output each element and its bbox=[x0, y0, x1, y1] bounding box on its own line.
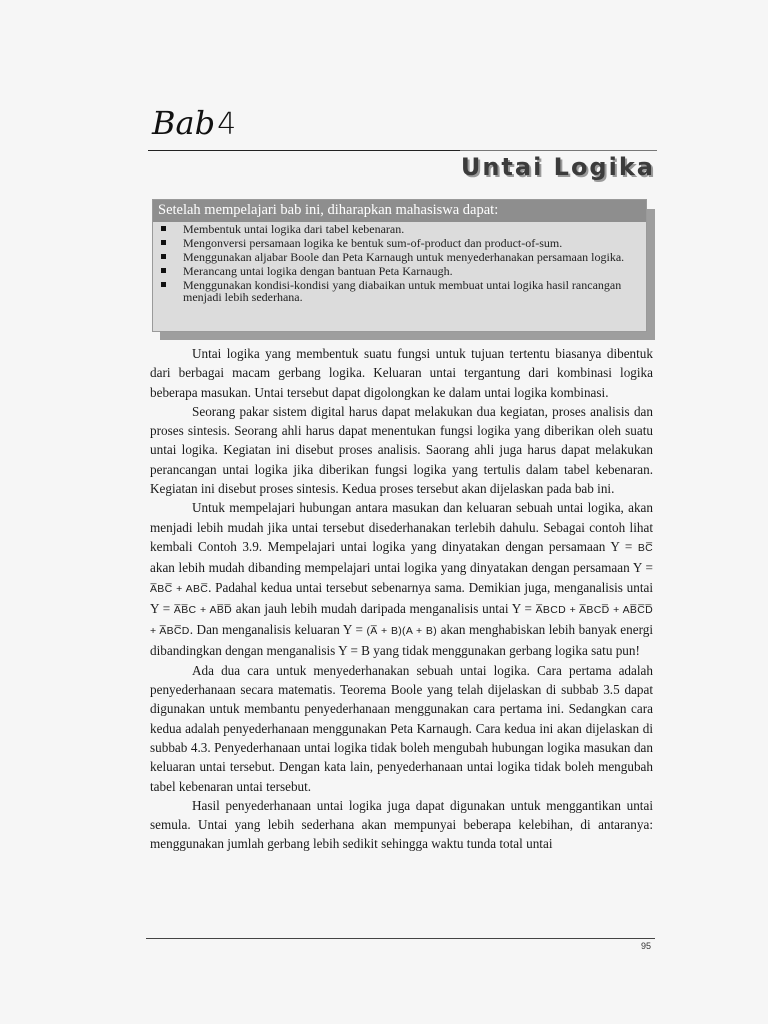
footer-rule bbox=[146, 938, 655, 939]
chapter-title: Untai Logika bbox=[460, 153, 655, 181]
paragraph: Untai logika yang membentuk suatu fungsi untuk tujuan tertentu biasanya dibentuk dari berbagai macam gerbang logika. Keluaran untai tergantung dari kombinasi logika beberapa masukan. Untai tersebut dapat digolongkan ke dalam untai logika kombinasi. bbox=[150, 346, 653, 400]
objectives-heading: Setelah mempelajari bab ini, diharapkan mahasiswa dapat: bbox=[153, 200, 646, 222]
chapter-label bbox=[152, 104, 236, 142]
objectives-box bbox=[152, 199, 647, 332]
text-run: akan menghabiskan lebih banyak energi dibandingkan dengan menganalisis Y = B yang tidak menggunakan gerbang logika satu pun! bbox=[150, 622, 654, 659]
equation: BC̅ bbox=[637, 541, 653, 554]
objective-item: Menggunakan aljabar Boole dan Peta Karnaugh untuk menyederhanakan persamaan logika. bbox=[159, 251, 638, 263]
objective-item: Membentuk untai logika dari tabel kebenaran. bbox=[159, 223, 638, 235]
chapter-number: 4 bbox=[217, 107, 237, 142]
header-rule-right bbox=[460, 150, 657, 151]
objective-item: Mengonversi persamaan logika ke bentuk sum-of-product dan product-of-sum. bbox=[159, 237, 638, 249]
objectives-shadow-bottom bbox=[160, 332, 655, 340]
paragraph: Hasil penyederhanaan untai logika juga dapat digunakan untuk menggantikan untai semula. Untai yang lebih sederhana akan mempunyai beberapa kelebihan, di antaranya: menggunakan jumlah gerbang lebih sedikit sehingga waktu tunda total untai bbox=[150, 797, 653, 852]
text-run: . Padahal kedua untai tersebut sebenarnya sama. Demikian juga, menganalisis untai Y = bbox=[150, 579, 653, 616]
chapter-label-text: Bab bbox=[152, 104, 216, 142]
text-run: . Dan menganalisis keluaran Y = bbox=[189, 622, 367, 638]
paragraph-with-equations bbox=[150, 498, 653, 660]
text-run: akan lebih mudah dibanding mempelajari untai logika yang dinyatakan dengan persamaan Y = bbox=[150, 560, 653, 576]
text-run: akan jauh lebih mudah daripada menganalisis untai Y = bbox=[232, 600, 536, 616]
body-text bbox=[150, 344, 653, 854]
text-run: Untuk mempelajari hubungan antara masukan dan keluaran sebuah untai logika, akan menjadi lebih mudah jika untai tersebut disederhanakan terlebih dahulu. Sebagai contoh lihat kembali Contoh 3.9. Mempelajari untai logika yang dinyatakan dengan persamaan Y = bbox=[150, 500, 653, 554]
paragraph: Ada dua cara untuk menyederhanakan sebuah untai logika. Cara pertama adalah penyederhanaan secara matematis. Teorema Boole yang telah dijelaskan di subbab 3.5 dapat digunakan untuk membantu penyederhanaan menggunakan cara pertama ini. Sedangkan cara kedua adalah penyederhanaan menggunakan Peta Karnaugh. Cara kedua ini akan dijelaskan di subbab 4.3. Penyederhanaan untai logika tidak boleh mengubah hubungan logika masukan dan keluaran untai tersebut. Dengan kata lain, penyederhanaan untai logika tidak boleh mengubah tabel kebenaran untai tersebut. bbox=[150, 662, 653, 794]
equation: A̅BCD + A̅BCD̅ + AB̅C̅D̅ + A̅BC̅D bbox=[150, 603, 653, 638]
equation: A̅B̅C + AB̅D̅ bbox=[173, 603, 233, 616]
header-rule bbox=[148, 150, 460, 151]
objectives-shadow-right bbox=[647, 209, 655, 340]
equation: A̅BC̅ + ABC̅ bbox=[150, 582, 209, 595]
page-number: 95 bbox=[640, 941, 651, 951]
objectives-list bbox=[159, 223, 638, 305]
objective-item: Menggunakan kondisi-kondisi yang diabaikan untuk membuat untai logika hasil rancangan menjadi lebih sederhana. bbox=[159, 279, 638, 303]
equation: (A̅ + B)(A + B) bbox=[366, 625, 438, 638]
paragraph: Seorang pakar sistem digital harus dapat melakukan dua kegiatan, proses analisis dan proses sintesis. Seorang ahli harus dapat menentukan fungsi logika yang diberikan oleh suatu untai logika. Kegiatan ini disebut proses analisis. Saorang ahli juga harus dapat melakukan perancangan untai logika jika diberikan fungsi logika yang tertulis dalam tabel kebenaran. Kegiatan ini disebut proses sintesis. Kedua proses tersebut akan dijelaskan pada bab ini. bbox=[150, 403, 653, 497]
objective-item: Merancang untai logika dengan bantuan Peta Karnaugh. bbox=[159, 265, 638, 277]
